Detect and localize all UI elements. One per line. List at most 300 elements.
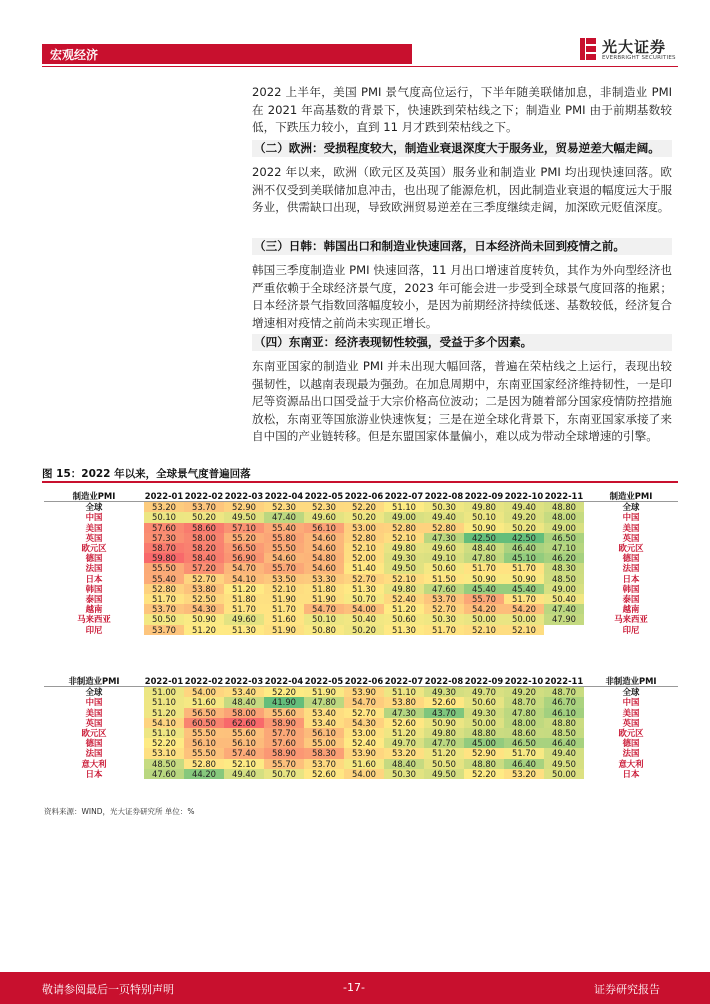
mfg-value-cell: 55.70 — [464, 594, 504, 604]
mfg-value-cell: 49.20 — [504, 512, 544, 522]
nonmfg-month-header: 2022-06 — [344, 676, 384, 686]
mfg-value-cell: 54.70 — [304, 604, 344, 614]
nonmfg-value-cell: 57.70 — [264, 728, 304, 738]
nonmfg-value-cell: 46.70 — [544, 697, 584, 707]
nonmfg-value-cell: 46.40 — [544, 738, 584, 748]
mfg-month-header: 2022-09 — [464, 491, 504, 501]
nonmfg-value-cell: 51.10 — [144, 728, 184, 738]
nonmfg-value-cell: 51.20 — [144, 708, 184, 718]
figure-title: 图 15：2022 年以来，全球景气度普遍回落 — [42, 468, 251, 480]
mfg-table-row — [44, 553, 678, 563]
mfg-value-cell: 54.80 — [304, 553, 344, 563]
mfg-value-cell: 48.80 — [544, 502, 584, 513]
nonmfg-value-cell: 52.90 — [464, 748, 504, 758]
mfg-row-label-right: 日本 — [622, 573, 640, 584]
mfg-row-label: 印尼 — [85, 624, 103, 635]
mfg-month-header: 2022-06 — [344, 491, 384, 501]
header-divider — [42, 66, 678, 67]
footer-disclaimer: 敬请参阅最后一页特别声明 — [42, 983, 174, 996]
mfg-value-cell: 50.40 — [344, 614, 384, 624]
nonmfg-row-label-right: 法国 — [622, 748, 640, 759]
mfg-value-cell: 51.30 — [384, 625, 424, 635]
nonmfg-value-cell: 47.80 — [304, 697, 344, 707]
nonmfg-value-cell: 51.90 — [304, 687, 344, 698]
mfg-value-cell: 53.70 — [144, 625, 184, 635]
mfg-value-cell: 50.00 — [504, 614, 544, 624]
nonmfg-month-header: 2022-10 — [504, 676, 544, 686]
mfg-value-cell: 47.40 — [544, 604, 584, 614]
mfg-value-cell: 50.60 — [424, 563, 464, 573]
mfg-row-label: 英国 — [85, 532, 103, 543]
mfg-value-cell: 55.50 — [264, 543, 304, 553]
mfg-value-cell: 49.80 — [464, 502, 504, 513]
nonmfg-value-cell: 55.50 — [184, 748, 224, 758]
nonmfg-value-cell: 50.00 — [544, 769, 584, 779]
nonmfg-value-cell: 58.30 — [304, 748, 344, 758]
mfg-value-cell: 45.40 — [504, 584, 544, 594]
mfg-value-cell: 53.30 — [304, 574, 344, 584]
nonmfg-row-label-right: 全球 — [622, 687, 640, 698]
mfg-value-cell: 50.10 — [304, 614, 344, 624]
mfg-value-cell: 51.70 — [224, 604, 264, 614]
nonmfg-value-cell: 52.40 — [344, 738, 384, 748]
nonmfg-month-header: 2022-04 — [264, 676, 304, 686]
paragraph-japan-korea: 韩国三季度制造业 PMI 快速回落，11 月出口增速首度转负，其作为外向型经济也严重依赖于全球经济景气度，2023 年可能会进一步受到全球景气度回落的拖累；日本经济景气指数回落幅度较小，是因为前期经济持续低迷、基数较低，经济复合增速相对疫情之前尚未实现正增长。 — [252, 263, 672, 330]
mfg-value-cell: 51.20 — [224, 584, 264, 594]
mfg-value-cell: 52.10 — [344, 543, 384, 553]
figure-divider — [42, 481, 678, 483]
mfg-row-label-right: 法国 — [622, 563, 640, 574]
mfg-row-label-right: 越南 — [622, 604, 640, 615]
mfg-value-cell: 51.60 — [264, 614, 304, 624]
mfg-row-label-right: 德国 — [622, 553, 640, 564]
mfg-value-cell: 52.70 — [184, 574, 224, 584]
mfg-value-cell: 55.50 — [144, 563, 184, 573]
paragraph-us: 2022 上半年，美国 PMI 景气度高位运行，下半年随美联储加息，非制造业 PMI 在 2021 年高基数的背景下，快速跌到荣枯线之下；制造业 PMI 由于前期基数较低，下跌压力较小，直到 11 月才跌到荣枯线之下。 — [252, 85, 672, 134]
mfg-row-label-right: 印尼 — [622, 624, 640, 635]
nonmfg-row-label: 意大利 — [81, 758, 107, 769]
nonmfg-value-cell: 55.50 — [184, 728, 224, 738]
nonmfg-value-cell: 51.10 — [384, 687, 424, 698]
mfg-value-cell: 52.30 — [264, 502, 304, 513]
nonmfg-value-cell: 53.90 — [344, 687, 384, 698]
mfg-value-cell: 48.00 — [544, 512, 584, 522]
mfg-value-cell: 53.70 — [144, 604, 184, 614]
mfg-value-cell: 48.40 — [464, 543, 504, 553]
mfg-month-header: 2022-02 — [184, 491, 224, 501]
mfg-value-cell: 56.90 — [224, 553, 264, 563]
nonmfg-value-cell: 52.60 — [304, 769, 344, 779]
nonmfg-table-row — [44, 708, 678, 718]
nonmfg-value-cell: 52.70 — [344, 708, 384, 718]
nonmfg-value-cell: 48.70 — [504, 697, 544, 707]
nonmfg-value-cell: 48.50 — [544, 728, 584, 738]
mfg-row-label: 马来西亚 — [77, 614, 111, 625]
nonmfg-value-cell: 55.70 — [264, 759, 304, 769]
mfg-value-cell: 52.10 — [384, 574, 424, 584]
mfg-value-cell: 49.10 — [424, 553, 464, 563]
nonmfg-value-cell: 52.20 — [144, 738, 184, 748]
mfg-value-cell: 51.90 — [264, 625, 304, 635]
mfg-value-cell: 49.60 — [424, 543, 464, 553]
nonmfg-row-label: 英国 — [85, 717, 103, 728]
mfg-value-cell: 51.70 — [504, 563, 544, 573]
mfg-table-row — [44, 594, 678, 604]
mfg-value-cell: 50.20 — [344, 512, 384, 522]
mfg-table-row — [44, 533, 678, 543]
mfg-value-cell: 49.40 — [504, 502, 544, 513]
mfg-value-cell: 50.30 — [424, 614, 464, 624]
nonmfg-row-label: 德国 — [85, 738, 103, 749]
nonmfg-value-cell: 53.80 — [384, 697, 424, 707]
nonmfg-value-cell: 53.20 — [384, 748, 424, 758]
nonmfg-value-cell: 52.80 — [184, 759, 224, 769]
nonmfg-value-cell: 51.20 — [424, 748, 464, 758]
mfg-value-cell: 50.50 — [144, 614, 184, 624]
nonmfg-value-cell: 48.80 — [464, 759, 504, 769]
mfg-row-label: 全球 — [85, 502, 103, 513]
nonmfg-value-cell: 54.10 — [144, 718, 184, 728]
nonmfg-value-cell: 49.80 — [424, 728, 464, 738]
mfg-value-cell: 55.40 — [264, 523, 304, 533]
nonmfg-value-cell: 52.60 — [384, 718, 424, 728]
nonmfg-table-row — [44, 728, 678, 738]
mfg-value-cell: 51.20 — [184, 625, 224, 635]
mfg-value-cell: 58.60 — [184, 523, 224, 533]
nonmfg-value-cell: 55.60 — [224, 728, 264, 738]
nonmfg-value-cell: 51.10 — [144, 697, 184, 707]
nonmfg-row-label: 法国 — [85, 748, 103, 759]
mfg-month-header: 2022-08 — [424, 491, 464, 501]
nonmfg-value-cell: 50.00 — [464, 718, 504, 728]
mfg-value-cell: 52.50 — [184, 594, 224, 604]
mfg-value-cell: 50.90 — [464, 574, 504, 584]
nonmfg-value-cell: 58.00 — [224, 708, 264, 718]
nonmfg-value-cell: 53.20 — [504, 769, 544, 779]
mfg-month-header: 2022-03 — [224, 491, 264, 501]
logo-mark-icon — [578, 36, 598, 62]
nonmfg-value-cell: 48.50 — [144, 759, 184, 769]
nonmfg-value-cell: 50.30 — [384, 769, 424, 779]
mfg-value-cell: 45.40 — [464, 584, 504, 594]
mfg-header-label-right: 制造业PMI — [584, 491, 678, 502]
nonmfg-value-cell: 49.70 — [384, 738, 424, 748]
mfg-value-cell: 49.80 — [384, 543, 424, 553]
nonmfg-header-label-right: 非制造业PMI — [584, 676, 678, 687]
nonmfg-value-cell: 52.20 — [264, 687, 304, 698]
mfg-value-cell: 47.60 — [424, 584, 464, 594]
nonmfg-value-cell: 49.40 — [224, 769, 264, 779]
mfg-value-cell: 53.80 — [184, 584, 224, 594]
nonmfg-table-row — [44, 759, 678, 769]
mfg-row-label: 法国 — [85, 563, 103, 574]
mfg-value-cell: 51.70 — [464, 563, 504, 573]
mfg-value-cell: 52.70 — [424, 604, 464, 614]
mfg-table-row — [44, 614, 678, 624]
mfg-month-header: 2022-05 — [304, 491, 344, 501]
nonmfg-value-cell: 57.60 — [264, 738, 304, 748]
mfg-value-cell: 49.00 — [384, 512, 424, 522]
mfg-value-cell: 51.70 — [144, 594, 184, 604]
mfg-value-cell: 54.60 — [264, 553, 304, 563]
mfg-value-cell: 54.70 — [224, 563, 264, 573]
nonmfg-value-cell: 49.20 — [504, 687, 544, 698]
mfg-value-cell: 51.50 — [424, 574, 464, 584]
mfg-value-cell: 54.60 — [304, 543, 344, 553]
page-footer — [0, 972, 710, 1004]
mfg-value-cell: 55.40 — [144, 574, 184, 584]
nonmfg-value-cell: 53.90 — [344, 748, 384, 758]
nonmfg-value-cell: 49.50 — [544, 759, 584, 769]
mfg-value-cell: 50.10 — [144, 512, 184, 522]
mfg-value-cell: 55.20 — [224, 533, 264, 543]
mfg-value-cell: 49.40 — [424, 512, 464, 522]
mfg-row-label-right: 全球 — [622, 502, 640, 513]
mfg-value-cell: 56.50 — [224, 543, 264, 553]
mfg-row-label-right: 泰国 — [622, 594, 640, 605]
nonmfg-value-cell: 41.90 — [264, 697, 304, 707]
nonmfg-value-cell: 60.50 — [184, 718, 224, 728]
mfg-value-cell: 51.20 — [384, 604, 424, 614]
mfg-row-label: 美国 — [85, 522, 103, 533]
mfg-value-cell: 58.40 — [184, 553, 224, 563]
nonmfg-value-cell: 52.10 — [224, 759, 264, 769]
nonmfg-value-cell: 45.00 — [464, 738, 504, 748]
nonmfg-value-cell: 50.60 — [464, 697, 504, 707]
mfg-value-cell: 51.30 — [344, 584, 384, 594]
nonmfg-value-cell: 51.70 — [504, 748, 544, 758]
nonmfg-value-cell: 48.40 — [224, 697, 264, 707]
mfg-value-cell: 49.50 — [384, 563, 424, 573]
mfg-row-label-right: 英国 — [622, 532, 640, 543]
mfg-value-cell: 52.20 — [344, 502, 384, 513]
nonmfg-row-label-right: 日本 — [622, 768, 640, 779]
mfg-table-row — [44, 523, 678, 533]
mfg-table-row — [44, 502, 678, 513]
mfg-value-cell: 51.70 — [264, 604, 304, 614]
mfg-value-cell: 54.60 — [304, 533, 344, 543]
mfg-month-header: 2022-07 — [384, 491, 424, 501]
mfg-value-cell: 52.40 — [384, 594, 424, 604]
nonmfg-table-row — [44, 697, 678, 707]
mfg-value-cell: 49.60 — [304, 512, 344, 522]
mfg-row-label-right: 美国 — [622, 522, 640, 533]
nonmfg-row-label: 全球 — [85, 687, 103, 698]
nonmfg-month-header: 2022-05 — [304, 676, 344, 686]
mfg-table-row — [44, 512, 678, 522]
nonmfg-table-row — [44, 738, 678, 748]
nonmfg-value-cell: 49.30 — [464, 708, 504, 718]
logo-text-en: EVERBRIGHT SECURITIES — [602, 55, 676, 61]
mfg-row-label: 越南 — [85, 604, 103, 615]
mfg-value-cell: 50.60 — [384, 614, 424, 624]
nonmfg-value-cell: 46.50 — [504, 738, 544, 748]
mfg-value-cell: 57.10 — [224, 523, 264, 533]
nonmfg-value-cell: 49.30 — [424, 687, 464, 698]
mfg-value-cell: 52.10 — [464, 625, 504, 635]
nonmfg-row-label-right: 中国 — [622, 697, 640, 708]
nonmfg-value-cell: 47.60 — [144, 769, 184, 779]
nonmfg-value-cell: 53.40 — [304, 708, 344, 718]
mfg-value-cell: 50.20 — [344, 625, 384, 635]
mfg-value-cell: 52.80 — [424, 523, 464, 533]
nonmfg-month-header: 2022-11 — [544, 676, 584, 686]
mfg-value-cell: 50.30 — [424, 502, 464, 513]
nonmfg-value-cell: 50.50 — [424, 759, 464, 769]
mfg-value-cell: 55.70 — [264, 563, 304, 573]
mfg-value-cell: 54.20 — [504, 604, 544, 614]
nonmfg-row-label: 欧元区 — [81, 728, 107, 739]
footer-report-type: 证券研究报告 — [594, 983, 660, 996]
mfg-row-label-right: 马来西亚 — [614, 614, 648, 625]
mfg-table-row — [44, 563, 678, 573]
figure-source: 资料来源：WIND，光大证券研究所 单位：% — [44, 807, 195, 816]
nonmfg-value-cell: 54.00 — [184, 687, 224, 698]
nonmfg-value-cell: 56.10 — [224, 738, 264, 748]
page-number: -17- — [343, 981, 365, 994]
nonmfg-row-label-right: 德国 — [622, 738, 640, 749]
mfg-value-cell: 47.40 — [264, 512, 304, 522]
mfg-value-cell: 49.80 — [384, 584, 424, 594]
nonmfg-value-cell: 53.00 — [344, 728, 384, 738]
nonmfg-value-cell: 46.10 — [544, 708, 584, 718]
mfg-value-cell: 51.80 — [224, 594, 264, 604]
nonmfg-value-cell: 54.70 — [344, 697, 384, 707]
mfg-value-cell: 51.30 — [224, 625, 264, 635]
mfg-value-cell: 52.10 — [504, 625, 544, 635]
mfg-row-label: 泰国 — [85, 594, 103, 605]
mfg-value-cell: 45.10 — [504, 553, 544, 563]
nonmfg-row-label-right: 意大利 — [618, 758, 644, 769]
nonmfg-value-cell: 50.70 — [264, 769, 304, 779]
mfg-value-cell: 50.40 — [544, 594, 584, 604]
mfg-month-header: 2022-11 — [544, 491, 584, 501]
nonmfg-value-cell: 46.40 — [504, 759, 544, 769]
company-logo — [578, 34, 678, 68]
nonmfg-value-cell: 48.70 — [544, 687, 584, 698]
mfg-value-cell: 48.50 — [544, 574, 584, 584]
mfg-value-cell: 55.80 — [264, 533, 304, 543]
mfg-value-cell: 53.20 — [144, 502, 184, 513]
nonmfg-value-cell: 48.00 — [504, 718, 544, 728]
mfg-value-cell: 50.20 — [504, 523, 544, 533]
nonmfg-value-cell: 49.40 — [544, 748, 584, 758]
mfg-table-row — [44, 584, 678, 594]
nonmfg-table-row — [44, 748, 678, 758]
nonmfg-value-cell: 62.60 — [224, 718, 264, 728]
nonmfg-value-cell: 44.20 — [184, 769, 224, 779]
mfg-value-cell: 49.00 — [544, 523, 584, 533]
section-tab — [42, 44, 412, 64]
nonmfg-value-cell: 49.70 — [464, 687, 504, 698]
mfg-value-cell — [544, 625, 584, 635]
nonmfg-row-label-right: 欧元区 — [618, 728, 644, 739]
nonmfg-month-header: 2022-07 — [384, 676, 424, 686]
nonmfg-value-cell: 52.60 — [424, 697, 464, 707]
mfg-value-cell: 50.10 — [464, 512, 504, 522]
logo-text-cn: 光大证券 — [602, 38, 667, 56]
nonmfg-row-label-right: 英国 — [622, 717, 640, 728]
mfg-value-cell: 50.90 — [464, 523, 504, 533]
mfg-value-cell: 46.20 — [544, 553, 584, 563]
mfg-row-label: 欧元区 — [81, 543, 107, 554]
mfg-value-cell: 58.20 — [184, 543, 224, 553]
mfg-value-cell: 52.00 — [344, 553, 384, 563]
mfg-value-cell: 50.90 — [504, 574, 544, 584]
mfg-value-cell: 52.80 — [384, 523, 424, 533]
mfg-row-label: 德国 — [85, 553, 103, 564]
nonmfg-value-cell: 51.60 — [184, 697, 224, 707]
nonmfg-month-header: 2022-08 — [424, 676, 464, 686]
nonmfg-value-cell: 48.60 — [504, 728, 544, 738]
nonmfg-value-cell: 57.40 — [224, 748, 264, 758]
mfg-row-label-right: 欧元区 — [618, 543, 644, 554]
mfg-value-cell: 50.20 — [184, 512, 224, 522]
nonmfg-value-cell: 58.90 — [264, 748, 304, 758]
nonmfg-value-cell: 54.00 — [344, 769, 384, 779]
mfg-table-row — [44, 574, 678, 584]
mfg-value-cell: 46.50 — [544, 533, 584, 543]
mfg-value-cell: 51.70 — [424, 625, 464, 635]
mfg-value-cell: 52.70 — [344, 574, 384, 584]
nonmfg-value-cell: 49.50 — [424, 769, 464, 779]
mfg-value-cell: 47.30 — [424, 533, 464, 543]
nonmfg-row-label: 美国 — [85, 707, 103, 718]
nonmfg-value-cell: 52.20 — [464, 769, 504, 779]
mfg-value-cell: 54.10 — [224, 574, 264, 584]
mfg-value-cell: 59.80 — [144, 553, 184, 563]
mfg-value-cell: 51.10 — [384, 502, 424, 513]
subheading-southeast-asia: （四）东南亚：经济表现韧性较强，受益于多个因素。 — [252, 334, 672, 351]
nonmfg-value-cell: 53.40 — [224, 687, 264, 698]
mfg-value-cell: 58.00 — [184, 533, 224, 543]
nonmfg-value-cell: 43.70 — [424, 708, 464, 718]
mfg-value-cell: 53.70 — [184, 502, 224, 513]
nonmfg-table-row — [44, 769, 678, 779]
mfg-row-label: 中国 — [85, 512, 103, 523]
nonmfg-table-row — [44, 687, 678, 698]
mfg-value-cell: 49.00 — [544, 584, 584, 594]
mfg-value-cell: 53.00 — [344, 523, 384, 533]
mfg-value-cell: 49.60 — [224, 614, 264, 624]
mfg-value-cell: 52.80 — [144, 584, 184, 594]
mfg-value-cell: 57.20 — [184, 563, 224, 573]
mfg-value-cell: 57.30 — [144, 533, 184, 543]
mfg-header-label: 制造业PMI — [44, 491, 144, 502]
mfg-value-cell: 54.60 — [304, 563, 344, 573]
mfg-value-cell: 48.30 — [544, 563, 584, 573]
nonmfg-row-label: 中国 — [85, 697, 103, 708]
nonmfg-value-cell: 56.50 — [184, 708, 224, 718]
mfg-value-cell: 51.90 — [304, 594, 344, 604]
paragraph-europe: 2022 年以来，欧洲（欧元区及英国）服务业和制造业 PMI 均出现快速回落。欧洲不仅受到美联储加息冲击，也出现了能源危机，因此制造业衰退的幅度远大于服务业，供需缺口出现，导致欧洲贸易逆差在三季度继续走阔，加深欧元贬值深度。 — [252, 165, 672, 214]
mfg-value-cell: 54.00 — [344, 604, 384, 614]
nonmfg-row-label-right: 美国 — [622, 707, 640, 718]
nonmfg-value-cell: 50.90 — [424, 718, 464, 728]
mfg-value-cell: 52.90 — [224, 502, 264, 513]
section-label: 宏观经济 — [50, 48, 99, 62]
mfg-value-cell: 54.20 — [464, 604, 504, 614]
nonmfg-row-label: 日本 — [85, 768, 103, 779]
subheading-japan-korea: （三）日韩：韩国出口和制造业快速回落，日本经济尚未回到疫情之前。 — [252, 238, 672, 255]
mfg-row-label-right: 中国 — [622, 512, 640, 523]
nonmfg-month-header: 2022-01 — [144, 676, 184, 686]
nonmfg-value-cell: 55.60 — [264, 708, 304, 718]
mfg-value-cell: 53.50 — [264, 574, 304, 584]
mfg-value-cell: 56.10 — [304, 523, 344, 533]
mfg-value-cell: 47.80 — [464, 553, 504, 563]
mfg-value-cell: 52.10 — [384, 533, 424, 543]
